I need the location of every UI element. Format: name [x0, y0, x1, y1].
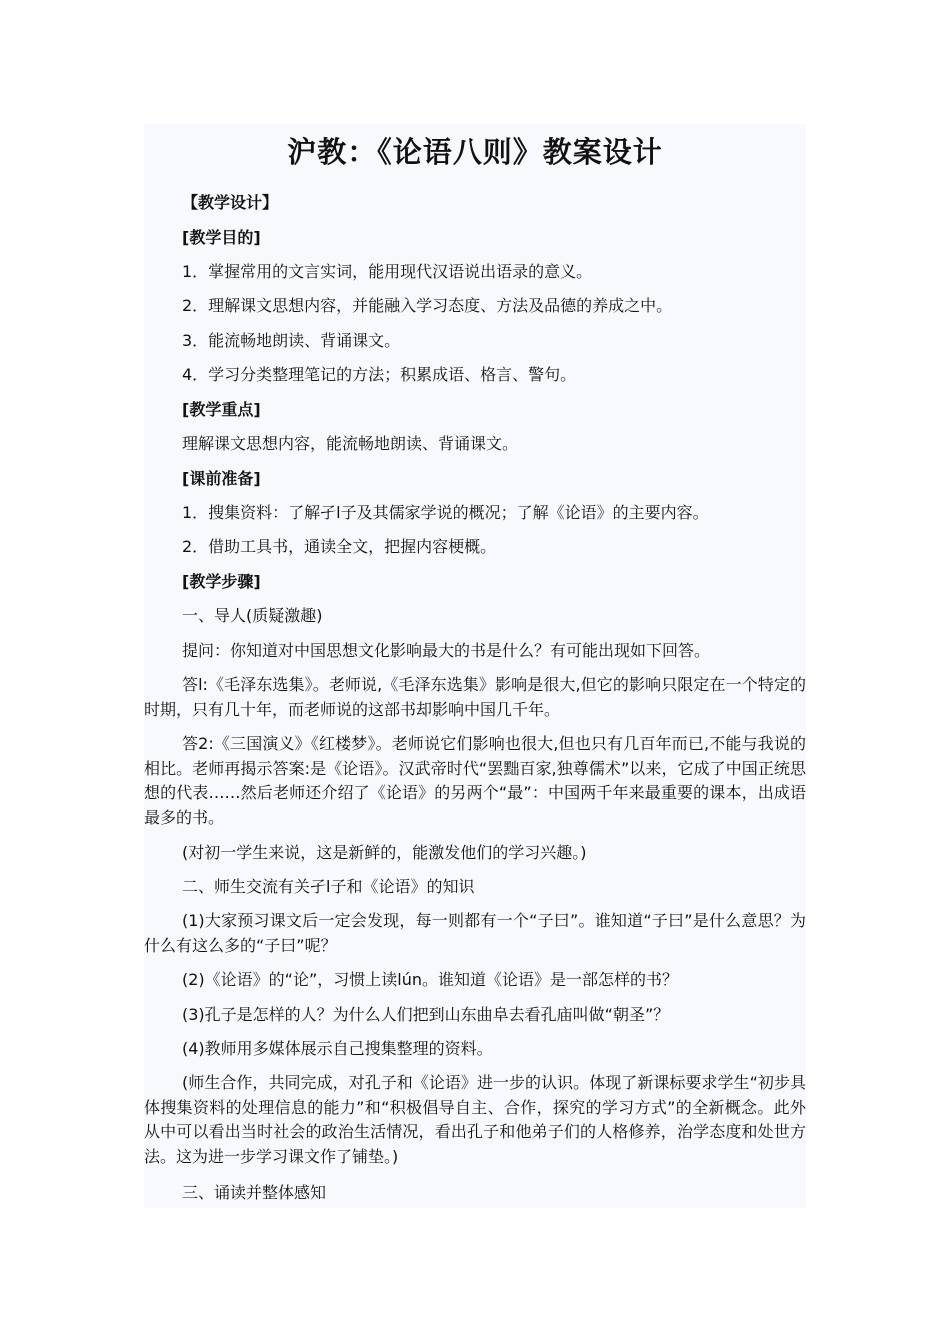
step2-heading: 二、师生交流有关孑l子和《论语》的知识: [182, 877, 475, 896]
question-1: (1)大家预习课文后一定会发现，每一则都有一个“子曰”。谁知道“子曰”是什么意思？为什么有这么多的“子曰”呢？: [144, 911, 806, 955]
step1-heading: 一、导人(质疑激趣): [182, 606, 323, 625]
prep-heading: [课前准备]: [182, 469, 261, 488]
step3-heading: 三、诵读并整体感知: [182, 1183, 327, 1202]
goal-item: 4．学习分类整理笔记的方法；积累成语、格言、警句。: [182, 365, 577, 384]
prep-item: 1．搜集资料：了解孑l子及其儒家学说的概况；了解《论语》的主要内容。: [182, 503, 709, 522]
focus-heading: [教学重点]: [182, 400, 261, 419]
note-1: (对初一学生来说，这是新鲜的，能激发他们的学习兴趣。): [182, 843, 587, 862]
answer-2: 答2:《三国演义》《红楼梦》。老师说它们影响也很大,但也只有几百年而已,不能与我说的相比。老师再揭示答案:是《论语》。汉武帝时代“罢黜百家,独尊儒术”以来，它成了中国正统思想的代表……然后老师还介绍了《论语》的另两个“最”：中国两千年来最重要的课本，出成语最多的书。: [144, 734, 806, 827]
prep-item: 2．借助工具书，通读全文，把握内容梗概。: [182, 537, 497, 556]
goal-item: 2．理解课文思想内容，并能融入学习态度、方法及品德的养成之中。: [182, 296, 673, 315]
document-page: [144, 124, 806, 1208]
focus-text: 理解课文思想内容，能流畅地朗读、背诵课文。: [182, 434, 519, 453]
goal-item: 1．掌握常用的文言实词，能用现代汉语说出语录的意义。: [182, 262, 593, 281]
question-4: (4)教师用多媒体展示自己搜集整理的资料。: [182, 1039, 493, 1058]
note-2: (师生合作，共同完成，对孔子和《论语》进一步的认识。体现了新课标要求学生“初步具体搜集资料的处理信息的能力”和“积极倡导自主、合作，探究的学习方式”的全新概念。此外从中可以看出当时社会的政治生活情况，看出孔子和他弟子们的人格修养，治学态度和处世方法。这为进一步学习课文作了铺垫。): [144, 1073, 806, 1166]
design-heading: 【教学设计】: [182, 193, 279, 212]
goal-item: 3．能流畅地朗读、背诵课文。: [182, 331, 401, 350]
answer-1: 答l:《毛泽东选集》。老师说,《毛泽东选集》影响是很大,但它的影响只限定在一个特定的时期，只有几十年，而老师说的这部书却影响中国几千年。: [144, 675, 806, 719]
question-3: (3)孔子是怎样的人？为什么人们把到山东曲阜去看孔庙叫做“朝圣”？: [182, 1005, 670, 1024]
goal-heading: [教学目的]: [182, 228, 261, 247]
question-2: (2)《论语》的“论”，习惯上读lún。谁知道《论语》是一部怎样的书？: [182, 970, 678, 989]
step1-question: 提问：你知道对中国思想文化影响最大的书是什么？有可能出现如下回答。: [182, 641, 711, 660]
steps-heading: [教学步骤]: [182, 572, 261, 591]
page-title: 沪教：《论语八则》教案设计: [287, 135, 663, 169]
